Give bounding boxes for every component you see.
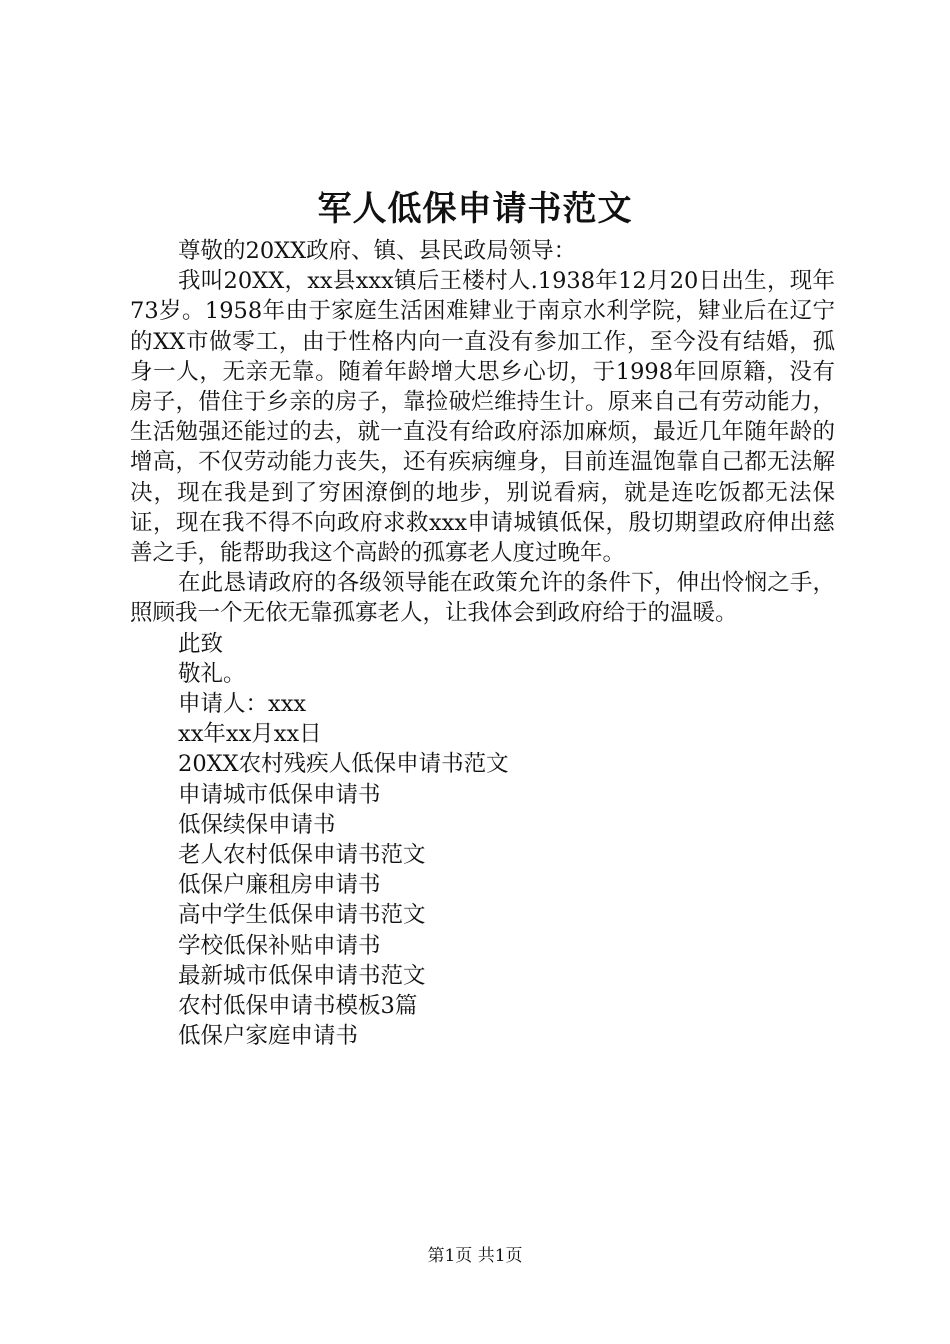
related-item: 20XX农村残疾人低保申请书范文 — [178, 751, 509, 778]
date-line: xx年xx月xx日 — [178, 721, 322, 748]
applicant-line: 申请人：xxx — [178, 691, 307, 718]
document-body — [130, 236, 835, 1051]
paragraph-request: 在此恳请政府的各级领导能在政策允许的条件下，伸出怜悯之手，照顾我一个无依无靠孤寡老人，让我体会到政府给于的温暖。 — [130, 570, 835, 627]
salutation: 尊敬的20XX政府、镇、县民政局领导： — [178, 238, 577, 264]
document-title: 军人低保申请书范文 — [317, 189, 633, 229]
related-item: 高中学生低保申请书范文 — [178, 902, 426, 929]
closing-salutation: 此致 — [178, 630, 224, 657]
paragraph-main: 我叫20XX，xx县xxx镇后王楼村人.1938年12月20日出生，现年73岁。1958年由于家庭生活困难肄业于南京水利学院，肄业后在辽宁的XX市做零工，由于性格内向一直没有参加工作，至今没有结婚，孤身一人，无亲无靠。随着年龄增大思乡心切，于1998年回原籍，没有房子，借住于乡亲的房子，靠捡破烂维持生计。原来自己有劳动能力，生活勉强还能过的去，就一直没有给政府添加麻烦，最近几年随年龄的增高，不仅劳动能力丧失，还有疾病缠身，目前连温饱靠自己都无法解决，现在我是到了穷困潦倒的地步，别说看病，就是连吃饭都无法保证，现在我不得不向政府求救xxx申请城镇低保，殷切期望政府伸出慈善之手，能帮助我这个高龄的孤寡老人度过晚年。 — [130, 268, 835, 567]
related-item: 低保续保申请书 — [178, 811, 336, 838]
related-item: 学校低保补贴申请书 — [178, 932, 381, 959]
related-item: 最新城市低保申请书范文 — [178, 962, 426, 989]
related-item: 申请城市低保申请书 — [178, 781, 381, 808]
related-item: 农村低保申请书模板3篇 — [178, 993, 418, 1020]
related-item: 老人农村低保申请书范文 — [178, 842, 426, 869]
closing-regards: 敬礼。 — [178, 660, 246, 687]
related-item: 低保户廉租房申请书 — [178, 872, 381, 899]
related-item: 低保户家庭申请书 — [178, 1023, 359, 1050]
page-footer: 第1页 共1页 — [427, 1246, 523, 1266]
